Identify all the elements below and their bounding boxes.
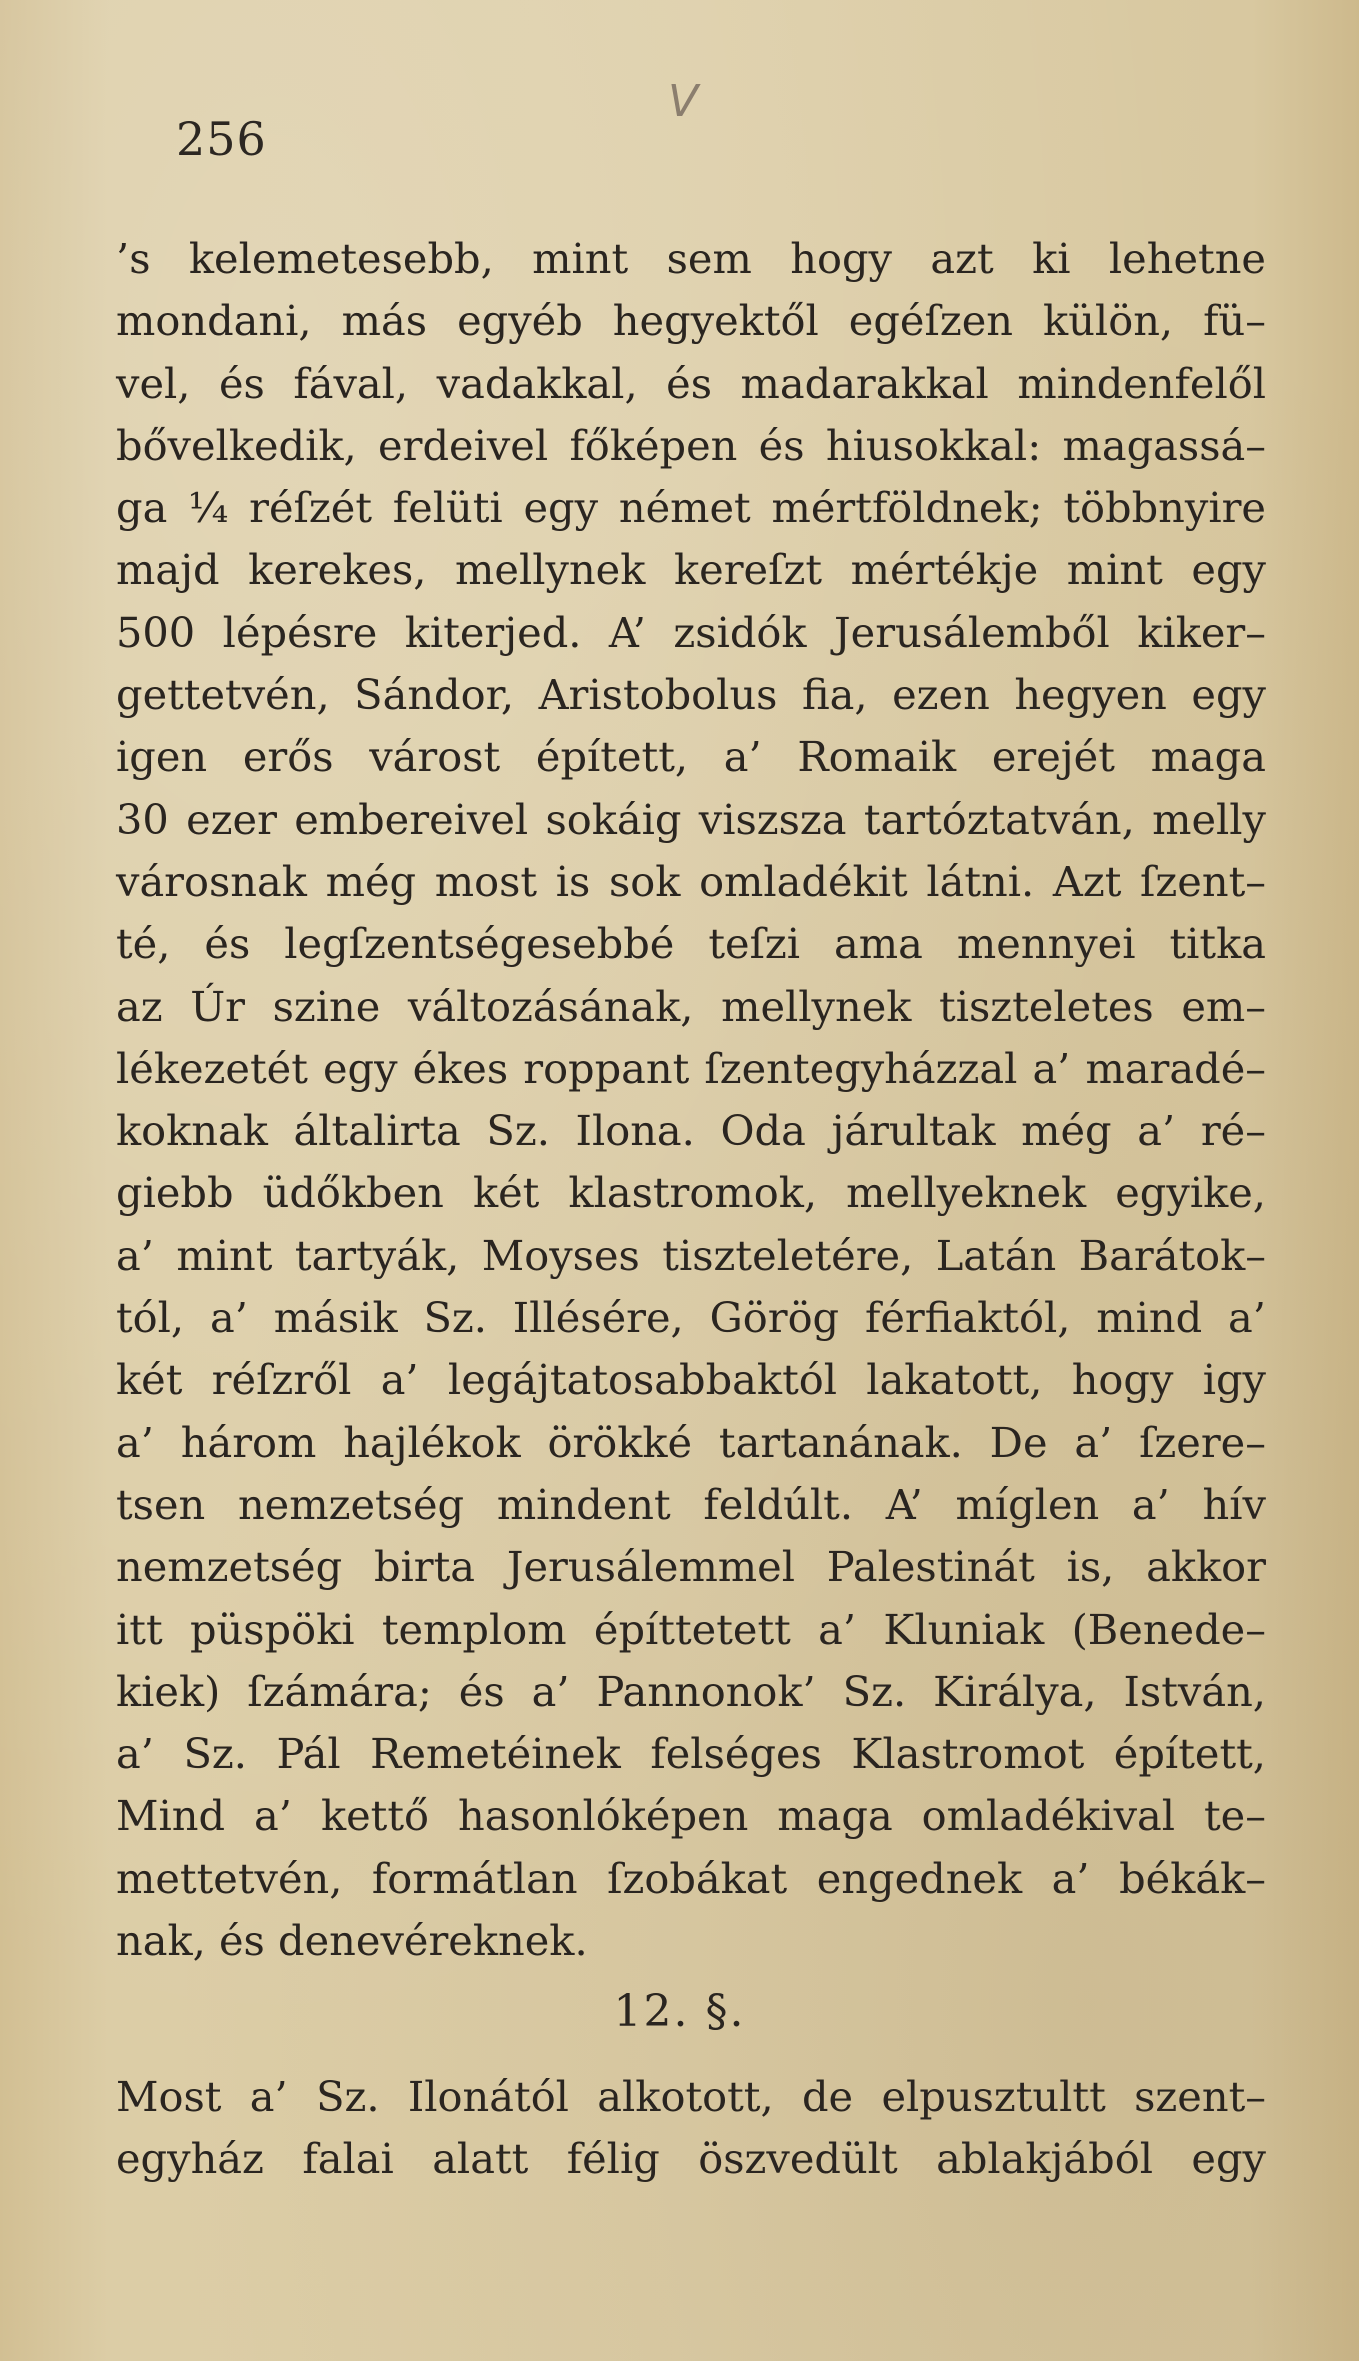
text-line: mettetvén, formátlan ſzobákat engednek a’ békák– — [116, 1853, 1266, 1903]
text-line: giebb üdőkben két klastromok, mellyeknek egyike, — [116, 1168, 1266, 1218]
text-line: bővelkedik, erdeivel főképen és hiusokkal: magassá– — [116, 420, 1266, 470]
section-text — [116, 2066, 1266, 2191]
text-line: tól, a’ másik Sz. Illésére, Görög férfiaktól, mind a’ — [116, 1293, 1266, 1343]
text-line: igen erős várost épített, a’ Romaik erejét maga — [116, 732, 1266, 782]
text-line: a’ három hajlékok örökké tartanának. De a’ ſzere– — [116, 1417, 1266, 1467]
body-text — [116, 228, 1266, 1972]
text-line: Mind a’ kettő hasonlóképen maga omladékival te– — [116, 1791, 1266, 1841]
text-line: té, és legſzentségesebbé teſzi ama mennyei titka — [116, 919, 1266, 969]
text-line: városnak még most is sok omladékit látni. Azt ſzent– — [116, 856, 1266, 906]
text-line: lékezetét egy ékes roppant ſzentegyházzal a’ maradé– — [116, 1043, 1266, 1093]
text-line: egyház falai alatt félig öszvedült ablakjából egy — [116, 2134, 1266, 2184]
text-line: mondani, más egyéb hegyektől egéſzen külön, fü– — [116, 296, 1266, 346]
text-line: nemzetség birta Jerusálemmel Palestinát is, akkor — [116, 1542, 1266, 1592]
text-line: a’ Sz. Pál Remetéinek felséges Klastromot épített, — [116, 1729, 1266, 1779]
text-line: a’ mint tartyák, Moyses tiszteletére, Latán Barátok– — [116, 1230, 1266, 1280]
text-line: vel, és fával, vadakkal, és madarakkal mindenfelől — [116, 358, 1266, 408]
text-line: az Úr szine változásának, mellynek tiszteletes em– — [116, 981, 1266, 1031]
text-line: két réſzről a’ legájtatosabbaktól lakatott, hogy igy — [116, 1355, 1266, 1405]
text-line: itt püspöki templom építtetett a’ Kluniak (Benede– — [116, 1604, 1266, 1654]
text-line: nak, és denevéreknek. — [116, 1916, 588, 1966]
text-line: 500 lépésre kiterjed. A’ zsidók Jerusálemből kiker– — [116, 607, 1266, 657]
text-line: kiek) ſzámára; és a’ Pannonok’ Sz. Királya, István, — [116, 1666, 1266, 1716]
text-line: tsen nemzetség mindent feldúlt. A’ míglen a’ hív — [116, 1479, 1266, 1529]
text-line: 30 ezer embereivel sokáig viszsza tartóztatván, melly — [116, 794, 1266, 844]
text-line: majd kerekes, mellynek kereſzt mértékje mint egy — [116, 545, 1266, 595]
section-heading: 12. §. — [613, 1986, 746, 2037]
text-line: gettetvén, Sándor, Aristobolus fia, ezen hegyen egy — [116, 670, 1266, 720]
text-line: ’s kelemetesebb, mint sem hogy azt ki lehetne — [116, 234, 1266, 283]
margin-pencil-mark: V — [668, 76, 699, 127]
text-line: ga ¼ réſzét felüti egy német mértföldnek; többnyire — [116, 483, 1266, 533]
page-number: 256 — [176, 112, 267, 166]
text-line: koknak általirta Sz. Ilona. Oda járultak még a’ ré– — [116, 1106, 1266, 1156]
text-line: Most a’ Sz. Ilonától alkotott, de elpusztultt szent– — [116, 2072, 1266, 2121]
